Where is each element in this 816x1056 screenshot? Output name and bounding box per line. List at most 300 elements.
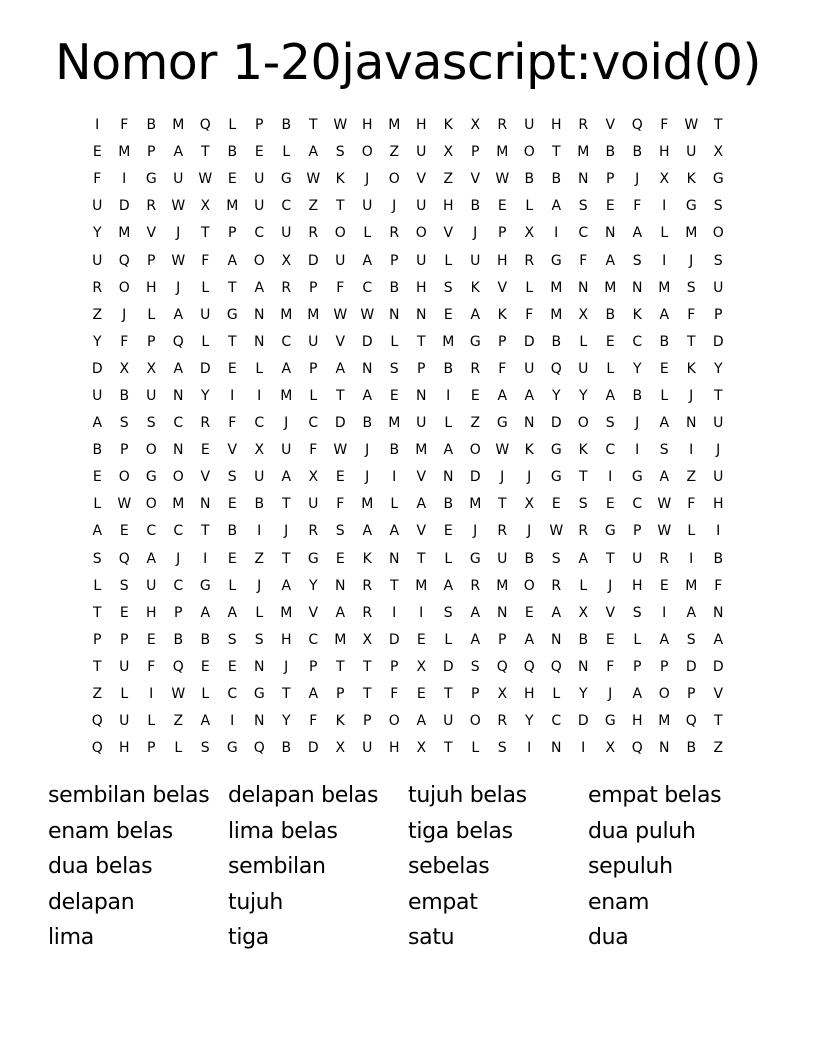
- grid-letter[interactable]: V: [443, 225, 454, 242]
- grid-letter[interactable]: S: [632, 604, 643, 621]
- grid-letter[interactable]: Q: [631, 740, 644, 757]
- grid-letter[interactable]: L: [444, 252, 453, 269]
- grid-letter[interactable]: T: [335, 198, 346, 215]
- grid-letter[interactable]: A: [335, 360, 346, 377]
- grid-letter[interactable]: T: [551, 144, 562, 161]
- grid-letter[interactable]: N: [254, 658, 265, 675]
- grid-letter[interactable]: P: [390, 658, 399, 675]
- grid-letter[interactable]: F: [660, 117, 669, 134]
- grid-letter[interactable]: S: [470, 658, 481, 675]
- grid-letter[interactable]: R: [578, 117, 589, 134]
- grid-letter[interactable]: U: [713, 415, 724, 432]
- grid-letter[interactable]: I: [527, 740, 532, 757]
- grid-letter[interactable]: Q: [91, 713, 104, 730]
- grid-letter[interactable]: L: [444, 631, 453, 648]
- grid-letter[interactable]: P: [498, 225, 507, 242]
- grid-letter[interactable]: E: [605, 198, 616, 215]
- grid-letter[interactable]: L: [228, 577, 237, 594]
- grid-letter[interactable]: G: [550, 442, 563, 459]
- grid-letter[interactable]: S: [632, 252, 643, 269]
- grid-letter[interactable]: N: [254, 713, 265, 730]
- grid-letter[interactable]: U: [200, 306, 211, 323]
- grid-letter[interactable]: L: [579, 577, 588, 594]
- grid-letter[interactable]: S: [578, 496, 589, 513]
- grid-letter[interactable]: U: [578, 360, 589, 377]
- grid-letter[interactable]: T: [200, 144, 211, 161]
- grid-letter[interactable]: N: [200, 496, 211, 513]
- grid-letter[interactable]: M: [388, 117, 401, 134]
- grid-letter[interactable]: N: [416, 387, 427, 404]
- grid-letter[interactable]: U: [416, 198, 427, 215]
- grid-letter[interactable]: B: [389, 442, 400, 459]
- grid-letter[interactable]: A: [578, 550, 589, 567]
- grid-letter[interactable]: P: [498, 333, 507, 350]
- grid-letter[interactable]: P: [255, 117, 264, 134]
- grid-letter[interactable]: D: [199, 360, 212, 377]
- grid-letter[interactable]: R: [362, 604, 373, 621]
- grid-letter[interactable]: G: [469, 550, 482, 567]
- grid-letter[interactable]: P: [336, 686, 345, 703]
- grid-letter[interactable]: O: [118, 279, 131, 296]
- grid-letter[interactable]: L: [201, 279, 210, 296]
- grid-letter[interactable]: S: [119, 415, 130, 432]
- grid-letter[interactable]: L: [201, 333, 210, 350]
- grid-letter[interactable]: W: [657, 523, 672, 540]
- grid-letter[interactable]: Z: [686, 469, 697, 486]
- grid-letter[interactable]: U: [119, 658, 130, 675]
- grid-letter[interactable]: T: [92, 658, 103, 675]
- grid-letter[interactable]: B: [605, 144, 616, 161]
- grid-letter[interactable]: H: [415, 279, 428, 296]
- grid-letter[interactable]: U: [92, 252, 103, 269]
- grid-letter[interactable]: B: [200, 631, 211, 648]
- grid-letter[interactable]: U: [146, 387, 157, 404]
- grid-letter[interactable]: B: [173, 631, 184, 648]
- grid-letter[interactable]: A: [335, 604, 346, 621]
- grid-letter[interactable]: F: [687, 496, 696, 513]
- grid-letter[interactable]: A: [659, 306, 670, 323]
- grid-letter[interactable]: G: [280, 171, 293, 188]
- grid-letter[interactable]: S: [686, 279, 697, 296]
- grid-letter[interactable]: J: [176, 225, 181, 242]
- grid-letter[interactable]: M: [226, 198, 239, 215]
- grid-letter[interactable]: H: [280, 631, 293, 648]
- grid-letter[interactable]: I: [662, 198, 667, 215]
- grid-letter[interactable]: H: [550, 117, 563, 134]
- grid-letter[interactable]: M: [604, 279, 617, 296]
- grid-letter[interactable]: D: [442, 658, 455, 675]
- grid-letter[interactable]: J: [716, 442, 721, 459]
- grid-letter[interactable]: M: [685, 225, 698, 242]
- grid-letter[interactable]: N: [578, 279, 589, 296]
- grid-letter[interactable]: N: [416, 306, 427, 323]
- grid-letter[interactable]: B: [551, 333, 562, 350]
- grid-letter[interactable]: S: [119, 577, 130, 594]
- grid-letter[interactable]: K: [497, 306, 508, 323]
- grid-letter[interactable]: O: [577, 415, 590, 432]
- grid-letter[interactable]: D: [685, 658, 698, 675]
- grid-letter[interactable]: T: [200, 225, 211, 242]
- grid-letter[interactable]: R: [470, 360, 481, 377]
- grid-letter[interactable]: X: [497, 686, 508, 703]
- grid-letter[interactable]: N: [551, 631, 562, 648]
- grid-letter[interactable]: I: [662, 604, 667, 621]
- grid-letter[interactable]: N: [551, 740, 562, 757]
- grid-letter[interactable]: C: [605, 442, 616, 459]
- grid-letter[interactable]: O: [118, 469, 131, 486]
- grid-letter[interactable]: C: [308, 415, 319, 432]
- grid-letter[interactable]: J: [176, 279, 181, 296]
- grid-letter[interactable]: A: [497, 387, 508, 404]
- grid-letter[interactable]: B: [659, 333, 670, 350]
- grid-letter[interactable]: T: [281, 686, 292, 703]
- grid-letter[interactable]: X: [119, 360, 130, 377]
- grid-letter[interactable]: L: [525, 198, 534, 215]
- grid-letter[interactable]: T: [578, 469, 589, 486]
- grid-letter[interactable]: W: [495, 442, 510, 459]
- grid-letter[interactable]: I: [122, 171, 127, 188]
- grid-letter[interactable]: G: [604, 713, 617, 730]
- grid-letter[interactable]: F: [714, 577, 723, 594]
- grid-letter[interactable]: E: [335, 469, 346, 486]
- grid-letter[interactable]: L: [660, 387, 669, 404]
- grid-letter[interactable]: X: [470, 117, 481, 134]
- grid-letter[interactable]: E: [605, 631, 616, 648]
- grid-letter[interactable]: A: [443, 577, 454, 594]
- grid-letter[interactable]: L: [390, 333, 399, 350]
- grid-letter[interactable]: X: [254, 442, 265, 459]
- grid-letter[interactable]: N: [659, 740, 670, 757]
- grid-letter[interactable]: M: [496, 577, 509, 594]
- grid-letter[interactable]: M: [658, 279, 671, 296]
- grid-letter[interactable]: W: [117, 496, 132, 513]
- grid-letter[interactable]: N: [632, 279, 643, 296]
- grid-letter[interactable]: A: [308, 686, 319, 703]
- grid-letter[interactable]: R: [524, 252, 535, 269]
- grid-letter[interactable]: L: [201, 686, 210, 703]
- grid-letter[interactable]: W: [549, 523, 564, 540]
- grid-letter[interactable]: S: [659, 442, 670, 459]
- grid-letter[interactable]: E: [659, 577, 670, 594]
- grid-letter[interactable]: H: [361, 117, 374, 134]
- grid-letter[interactable]: L: [687, 523, 696, 540]
- grid-letter[interactable]: E: [200, 658, 211, 675]
- grid-letter[interactable]: N: [443, 469, 454, 486]
- grid-letter[interactable]: Y: [551, 387, 562, 404]
- grid-letter[interactable]: E: [416, 686, 427, 703]
- grid-letter[interactable]: P: [147, 144, 156, 161]
- grid-letter[interactable]: E: [92, 469, 103, 486]
- grid-letter[interactable]: L: [552, 686, 561, 703]
- grid-letter[interactable]: R: [497, 117, 508, 134]
- grid-letter[interactable]: B: [470, 198, 481, 215]
- grid-letter[interactable]: Q: [253, 740, 266, 757]
- grid-letter[interactable]: T: [362, 658, 373, 675]
- grid-letter[interactable]: A: [632, 225, 643, 242]
- grid-letter[interactable]: N: [254, 306, 265, 323]
- grid-letter[interactable]: W: [333, 117, 348, 134]
- grid-letter[interactable]: J: [500, 469, 505, 486]
- grid-letter[interactable]: J: [635, 171, 640, 188]
- grid-letter[interactable]: S: [200, 740, 211, 757]
- grid-letter[interactable]: Y: [578, 387, 589, 404]
- grid-letter[interactable]: D: [307, 252, 320, 269]
- grid-letter[interactable]: K: [335, 171, 346, 188]
- grid-letter[interactable]: H: [712, 496, 725, 513]
- grid-letter[interactable]: M: [685, 577, 698, 594]
- grid-letter[interactable]: H: [442, 198, 455, 215]
- grid-letter[interactable]: M: [442, 333, 455, 350]
- grid-letter[interactable]: A: [227, 252, 238, 269]
- grid-letter[interactable]: H: [145, 279, 158, 296]
- grid-letter[interactable]: N: [389, 550, 400, 567]
- grid-letter[interactable]: A: [470, 631, 481, 648]
- grid-letter[interactable]: B: [389, 279, 400, 296]
- grid-letter[interactable]: G: [145, 171, 158, 188]
- grid-letter[interactable]: D: [118, 198, 131, 215]
- grid-letter[interactable]: P: [228, 225, 237, 242]
- grid-letter[interactable]: T: [686, 333, 697, 350]
- grid-letter[interactable]: F: [228, 415, 237, 432]
- grid-letter[interactable]: Z: [308, 198, 319, 215]
- grid-letter[interactable]: W: [306, 171, 321, 188]
- grid-letter[interactable]: S: [497, 740, 508, 757]
- grid-letter[interactable]: L: [93, 577, 102, 594]
- grid-letter[interactable]: I: [554, 225, 559, 242]
- grid-letter[interactable]: C: [173, 577, 184, 594]
- grid-letter[interactable]: L: [228, 117, 237, 134]
- grid-letter[interactable]: O: [658, 686, 671, 703]
- grid-letter[interactable]: N: [605, 225, 616, 242]
- grid-letter[interactable]: C: [146, 523, 157, 540]
- grid-letter[interactable]: R: [389, 225, 400, 242]
- grid-letter[interactable]: B: [227, 144, 238, 161]
- grid-letter[interactable]: P: [498, 631, 507, 648]
- grid-letter[interactable]: O: [145, 442, 158, 459]
- grid-letter[interactable]: T: [443, 686, 454, 703]
- grid-letter[interactable]: Q: [199, 117, 212, 134]
- grid-letter[interactable]: U: [443, 713, 454, 730]
- grid-letter[interactable]: H: [523, 686, 536, 703]
- grid-letter[interactable]: Q: [523, 658, 536, 675]
- grid-letter[interactable]: X: [713, 144, 724, 161]
- grid-letter[interactable]: C: [173, 523, 184, 540]
- grid-letter[interactable]: K: [632, 306, 643, 323]
- grid-letter[interactable]: B: [362, 415, 373, 432]
- grid-letter[interactable]: N: [335, 577, 346, 594]
- grid-letter[interactable]: V: [416, 469, 427, 486]
- grid-letter[interactable]: S: [713, 198, 724, 215]
- grid-letter[interactable]: O: [523, 577, 536, 594]
- grid-letter[interactable]: X: [362, 631, 373, 648]
- grid-letter[interactable]: E: [605, 496, 616, 513]
- grid-letter[interactable]: M: [280, 306, 293, 323]
- grid-letter[interactable]: B: [524, 550, 535, 567]
- grid-letter[interactable]: T: [362, 686, 373, 703]
- grid-letter[interactable]: M: [415, 577, 428, 594]
- grid-letter[interactable]: F: [579, 252, 588, 269]
- grid-letter[interactable]: O: [469, 713, 482, 730]
- grid-letter[interactable]: T: [200, 523, 211, 540]
- grid-letter[interactable]: C: [227, 686, 238, 703]
- grid-letter[interactable]: W: [333, 442, 348, 459]
- grid-letter[interactable]: B: [92, 442, 103, 459]
- grid-letter[interactable]: Q: [631, 117, 644, 134]
- grid-letter[interactable]: I: [689, 550, 694, 567]
- grid-letter[interactable]: N: [173, 387, 184, 404]
- grid-letter[interactable]: Z: [92, 306, 103, 323]
- grid-letter[interactable]: A: [524, 631, 535, 648]
- grid-letter[interactable]: N: [713, 604, 724, 621]
- grid-letter[interactable]: M: [334, 631, 347, 648]
- grid-letter[interactable]: S: [254, 631, 265, 648]
- grid-letter[interactable]: S: [605, 415, 616, 432]
- grid-letter[interactable]: A: [281, 469, 292, 486]
- grid-letter[interactable]: H: [658, 144, 671, 161]
- grid-letter[interactable]: E: [92, 144, 103, 161]
- grid-letter[interactable]: P: [687, 686, 696, 703]
- grid-letter[interactable]: U: [416, 415, 427, 432]
- grid-letter[interactable]: O: [361, 144, 374, 161]
- grid-letter[interactable]: P: [417, 360, 426, 377]
- grid-letter[interactable]: B: [443, 360, 454, 377]
- grid-letter[interactable]: D: [550, 415, 563, 432]
- grid-letter[interactable]: I: [95, 117, 100, 134]
- grid-letter[interactable]: J: [392, 198, 397, 215]
- grid-letter[interactable]: D: [388, 631, 401, 648]
- grid-letter[interactable]: N: [578, 171, 589, 188]
- grid-letter[interactable]: K: [470, 279, 481, 296]
- grid-letter[interactable]: U: [362, 198, 373, 215]
- grid-letter[interactable]: L: [444, 415, 453, 432]
- grid-letter[interactable]: L: [255, 604, 264, 621]
- grid-letter[interactable]: K: [524, 442, 535, 459]
- grid-letter[interactable]: M: [172, 496, 185, 513]
- grid-letter[interactable]: M: [577, 144, 590, 161]
- grid-letter[interactable]: F: [606, 658, 615, 675]
- grid-letter[interactable]: P: [390, 252, 399, 269]
- grid-letter[interactable]: P: [660, 658, 669, 675]
- grid-letter[interactable]: G: [550, 469, 563, 486]
- grid-letter[interactable]: I: [608, 469, 613, 486]
- grid-letter[interactable]: P: [309, 658, 318, 675]
- grid-letter[interactable]: B: [632, 387, 643, 404]
- grid-letter[interactable]: L: [147, 713, 156, 730]
- grid-letter[interactable]: P: [174, 604, 183, 621]
- grid-letter[interactable]: I: [446, 387, 451, 404]
- grid-letter[interactable]: T: [281, 550, 292, 567]
- grid-letter[interactable]: Y: [92, 333, 103, 350]
- grid-letter[interactable]: Y: [200, 387, 211, 404]
- grid-letter[interactable]: S: [389, 360, 400, 377]
- grid-letter[interactable]: O: [415, 225, 428, 242]
- grid-letter[interactable]: D: [469, 469, 482, 486]
- grid-letter[interactable]: H: [118, 740, 131, 757]
- grid-letter[interactable]: E: [227, 496, 238, 513]
- grid-letter[interactable]: X: [605, 740, 616, 757]
- grid-letter[interactable]: T: [227, 333, 238, 350]
- grid-letter[interactable]: A: [686, 604, 697, 621]
- grid-letter[interactable]: V: [497, 279, 508, 296]
- grid-letter[interactable]: I: [635, 442, 640, 459]
- grid-letter[interactable]: F: [93, 171, 102, 188]
- grid-letter[interactable]: C: [254, 415, 265, 432]
- grid-letter[interactable]: X: [308, 469, 319, 486]
- grid-letter[interactable]: R: [200, 415, 211, 432]
- grid-letter[interactable]: F: [633, 198, 642, 215]
- grid-letter[interactable]: U: [713, 469, 724, 486]
- grid-letter[interactable]: X: [524, 496, 535, 513]
- grid-letter[interactable]: B: [524, 171, 535, 188]
- grid-letter[interactable]: J: [689, 387, 694, 404]
- grid-letter[interactable]: G: [226, 306, 239, 323]
- grid-letter[interactable]: S: [686, 631, 697, 648]
- grid-letter[interactable]: W: [171, 198, 186, 215]
- grid-letter[interactable]: E: [119, 523, 130, 540]
- grid-letter[interactable]: Z: [470, 415, 481, 432]
- grid-letter[interactable]: G: [145, 469, 158, 486]
- grid-letter[interactable]: F: [201, 252, 210, 269]
- grid-letter[interactable]: T: [308, 117, 319, 134]
- grid-letter[interactable]: Q: [550, 360, 563, 377]
- grid-letter[interactable]: C: [281, 198, 292, 215]
- grid-letter[interactable]: M: [172, 117, 185, 134]
- grid-letter[interactable]: O: [523, 144, 536, 161]
- grid-letter[interactable]: H: [388, 740, 401, 757]
- grid-letter[interactable]: A: [308, 144, 319, 161]
- grid-letter[interactable]: R: [497, 523, 508, 540]
- grid-letter[interactable]: R: [281, 279, 292, 296]
- grid-letter[interactable]: A: [281, 360, 292, 377]
- grid-letter[interactable]: X: [335, 740, 346, 757]
- grid-letter[interactable]: C: [362, 279, 373, 296]
- grid-letter[interactable]: P: [120, 631, 129, 648]
- grid-letter[interactable]: T: [335, 387, 346, 404]
- grid-letter[interactable]: F: [687, 306, 696, 323]
- grid-letter[interactable]: K: [362, 550, 373, 567]
- grid-letter[interactable]: A: [659, 469, 670, 486]
- grid-letter[interactable]: K: [578, 442, 589, 459]
- grid-letter[interactable]: S: [335, 144, 346, 161]
- grid-letter[interactable]: U: [254, 171, 265, 188]
- grid-letter[interactable]: E: [146, 631, 157, 648]
- grid-letter[interactable]: V: [713, 686, 724, 703]
- grid-letter[interactable]: S: [227, 631, 238, 648]
- grid-letter[interactable]: E: [524, 604, 535, 621]
- grid-letter[interactable]: U: [335, 252, 346, 269]
- grid-letter[interactable]: S: [92, 550, 103, 567]
- grid-letter[interactable]: U: [470, 252, 481, 269]
- grid-letter[interactable]: X: [578, 306, 589, 323]
- grid-letter[interactable]: U: [281, 225, 292, 242]
- grid-letter[interactable]: T: [281, 496, 292, 513]
- grid-letter[interactable]: F: [309, 442, 318, 459]
- grid-letter[interactable]: W: [495, 171, 510, 188]
- grid-letter[interactable]: N: [524, 415, 535, 432]
- grid-letter[interactable]: W: [657, 496, 672, 513]
- grid-letter[interactable]: U: [281, 442, 292, 459]
- grid-letter[interactable]: T: [416, 333, 427, 350]
- grid-letter[interactable]: L: [282, 144, 291, 161]
- grid-letter[interactable]: V: [605, 604, 616, 621]
- grid-letter[interactable]: A: [416, 713, 427, 730]
- grid-letter[interactable]: O: [253, 252, 266, 269]
- grid-letter[interactable]: U: [254, 198, 265, 215]
- grid-letter[interactable]: L: [633, 631, 642, 648]
- grid-letter[interactable]: T: [497, 496, 508, 513]
- grid-letter[interactable]: V: [416, 523, 427, 540]
- grid-letter[interactable]: C: [632, 496, 643, 513]
